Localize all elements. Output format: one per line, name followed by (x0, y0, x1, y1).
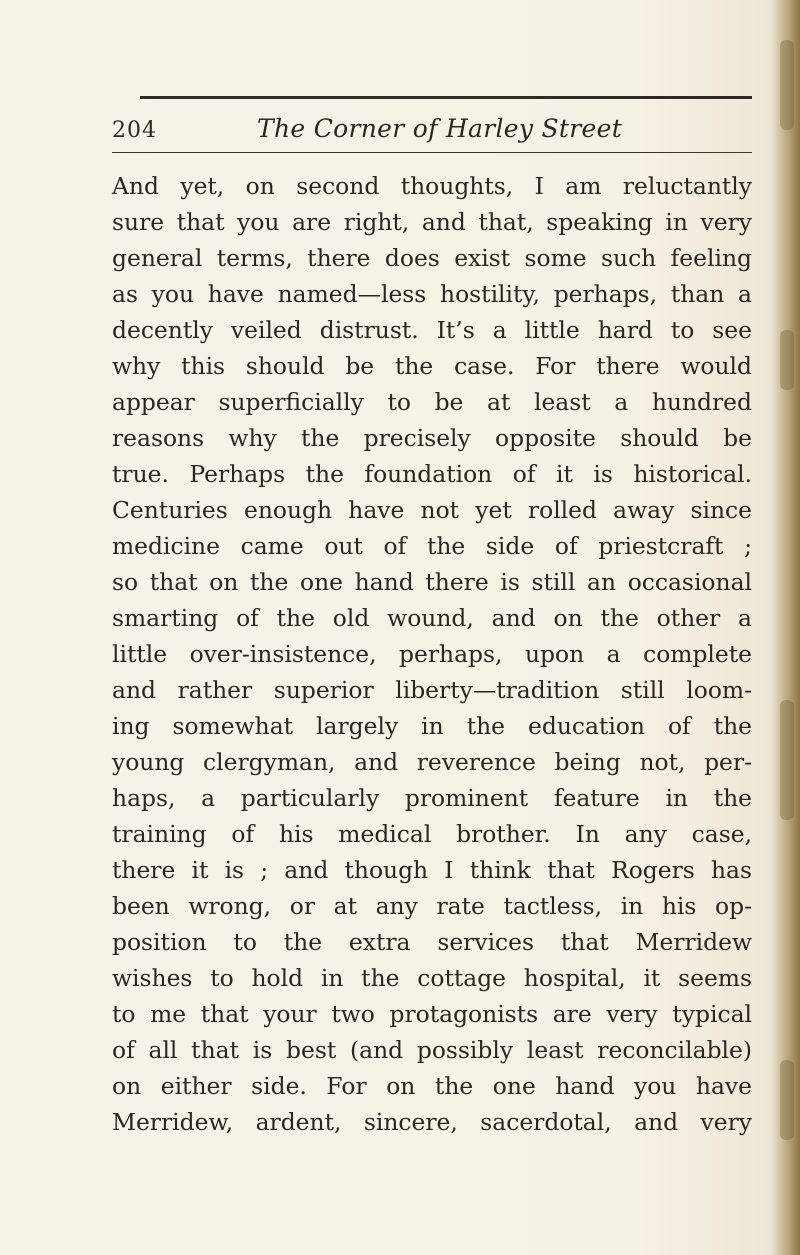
text-line: haps, a particularly prominent feature in the (112, 784, 752, 812)
text-line: as you have named—less hostility, perhaps, than a (112, 280, 752, 308)
text-line: young clergyman, and reverence being not, per- (112, 748, 752, 776)
page-edge-stain (780, 700, 794, 820)
page-edge-stain (780, 40, 794, 130)
text-line: appear superficially to be at least a hundred (112, 388, 752, 416)
page-header (112, 114, 752, 153)
text-line: training of his medical brother. In any case, (112, 820, 752, 848)
running-title: The Corner of Harley Street (257, 114, 623, 143)
text-line: general terms, there does exist some such feeling (112, 244, 752, 272)
top-rule (140, 96, 752, 99)
text-line: so that on the one hand there is still an occasional (112, 568, 752, 596)
text-line: to me that your two protagonists are very typical (112, 1000, 752, 1028)
text-line: little over-insistence, perhaps, upon a complete (112, 640, 752, 668)
text-line: on either side. For on the one hand you have (112, 1072, 752, 1100)
page-edge-stain (780, 1060, 794, 1140)
text-line: smarting of the old wound, and on the other a (112, 604, 752, 632)
text-line: there it is ; and though I think that Rogers has (112, 856, 752, 884)
text-line: position to the extra services that Merridew (112, 928, 752, 956)
text-line: Merridew, ardent, sincere, sacerdotal, and very (112, 1108, 752, 1136)
text-line: of all that is best (and possibly least reconcilable) (112, 1036, 752, 1064)
text-line: medicine came out of the side of priestcraft ; (112, 532, 752, 560)
page-number: 204 (112, 118, 157, 143)
text-line: Centuries enough have not yet rolled away since (112, 496, 752, 524)
text-line: ing somewhat largely in the education of the (112, 712, 752, 740)
text-line: and rather superior liberty—tradition still loom- (112, 676, 752, 704)
text-line: And yet, on second thoughts, I am reluctantly (112, 172, 752, 200)
text-line: decently veiled distrust. It’s a little hard to see (112, 316, 752, 344)
body-text (112, 168, 752, 1140)
text-line: why this should be the case. For there would (112, 352, 752, 380)
text-line: been wrong, or at any rate tactless, in his op- (112, 892, 752, 920)
text-line: sure that you are right, and that, speaking in very (112, 208, 752, 236)
text-line: true. Perhaps the foundation of it is historical. (112, 460, 752, 488)
text-line: reasons why the precisely opposite should be (112, 424, 752, 452)
page-edge-stain (780, 330, 794, 390)
text-line: wishes to hold in the cottage hospital, it seems (112, 964, 752, 992)
